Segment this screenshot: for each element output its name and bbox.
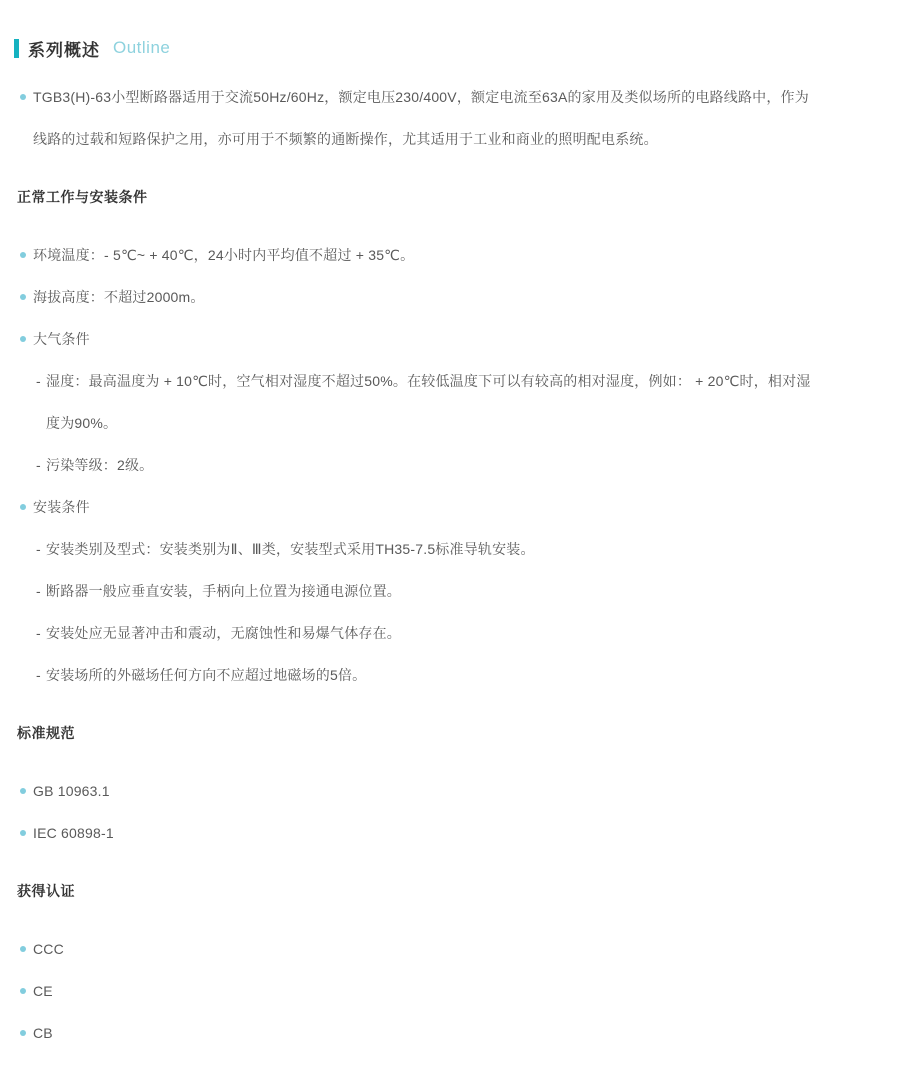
title-accent-bar-icon — [14, 39, 19, 58]
sub-list-item — [17, 570, 812, 612]
dash-marker: - — [36, 373, 41, 389]
page-title-en: Outline — [113, 38, 171, 57]
section-heading: 标准规范 — [17, 725, 75, 741]
section-working-conditions — [17, 176, 812, 696]
sub-list-item — [17, 444, 812, 486]
page-title-zh: 系列概述 — [28, 40, 100, 60]
list-item-text: 海拔高度：不超过2000m。 — [33, 289, 205, 305]
list-item — [17, 276, 812, 318]
list-item — [17, 234, 812, 276]
sub-list-item-text: 污染等级：2级。 — [46, 457, 154, 473]
list-item-text: 安装条件 — [33, 499, 90, 515]
list-item — [17, 76, 812, 160]
bullet-dot-icon — [20, 830, 26, 836]
sub-list-item-text: 断路器一般应垂直安装，手柄向上位置为接通电源位置。 — [46, 583, 401, 599]
list-item — [17, 812, 812, 854]
sub-list-item — [17, 360, 812, 444]
sub-list-item-text: 安装处应无显著冲击和震动，无腐蚀性和易爆气体存在。 — [46, 625, 401, 641]
dash-marker: - — [36, 583, 41, 599]
dash-marker: - — [36, 541, 41, 557]
section-heading: 正常工作与安装条件 — [17, 189, 148, 205]
list-item-text: CE — [33, 983, 53, 999]
list-item — [17, 928, 812, 970]
intro-block — [17, 76, 812, 160]
sub-list-item-text: 安装场所的外磁场任何方向不应超过地磁场的5倍。 — [46, 667, 367, 683]
bullet-dot-icon — [20, 946, 26, 952]
sub-list-item — [17, 528, 812, 570]
dash-marker: - — [36, 667, 41, 683]
dash-marker: - — [36, 457, 41, 473]
section-heading: 获得认证 — [17, 883, 75, 899]
list-item — [17, 318, 812, 360]
list-item-text: GB 10963.1 — [33, 783, 110, 799]
list-item-text: CB — [33, 1025, 53, 1041]
list-item-text: 环境温度：- 5℃~ + 40℃，24小时内平均值不超过 + 35℃。 — [33, 247, 415, 263]
bullet-dot-icon — [20, 252, 26, 258]
bullet-dot-icon — [20, 988, 26, 994]
bullet-dot-icon — [20, 294, 26, 300]
bullet-dot-icon — [20, 94, 26, 100]
sub-list-item — [17, 612, 812, 654]
list-item-text: 大气条件 — [33, 331, 90, 347]
sub-list-item-text: 湿度：最高温度为 + 10℃时，空气相对湿度不超过50%。在较低温度下可以有较高的相对湿度，例如： + 20℃时，相对湿度为90%。 — [46, 373, 811, 431]
list-item — [17, 1012, 812, 1054]
bullet-dot-icon — [20, 336, 26, 342]
section-standards — [17, 712, 812, 854]
intro-text: TGB3(H)-63小型断路器适用于交流50Hz/60Hz，额定电压230/400V，额定电流至63A的家用及类似场所的电路线路中，作为线路的过载和短路保护之用，亦可用于不频繁的通断操作，尤其适用于工业和商业的照明配电系统。 — [33, 89, 809, 147]
section-certifications — [17, 870, 812, 1054]
list-item-text: IEC 60898-1 — [33, 825, 114, 841]
list-item — [17, 486, 812, 528]
list-item — [17, 970, 812, 1012]
sub-list-item — [17, 654, 812, 696]
list-item-text: CCC — [33, 941, 64, 957]
bullet-dot-icon — [20, 788, 26, 794]
list-item — [17, 770, 812, 812]
dash-marker: - — [36, 625, 41, 641]
page-title — [14, 36, 812, 60]
bullet-dot-icon — [20, 1030, 26, 1036]
sub-list-item-text: 安装类别及型式：安装类别为Ⅱ、Ⅲ类，安装型式采用TH35-7.5标准导轨安装。 — [46, 541, 535, 557]
bullet-dot-icon — [20, 504, 26, 510]
